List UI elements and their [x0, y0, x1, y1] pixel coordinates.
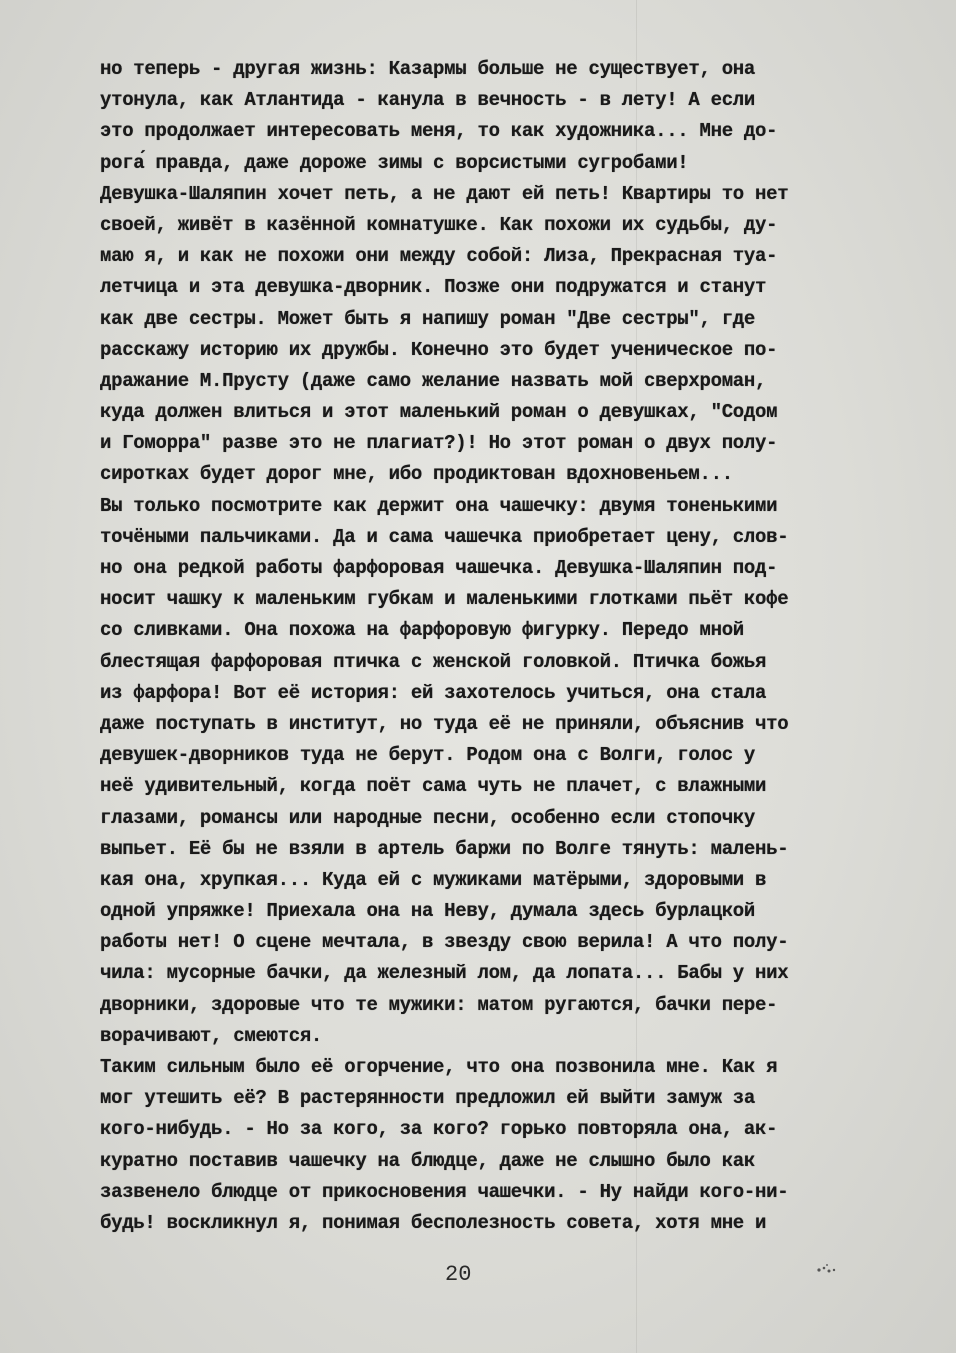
- text-line: глазами, романсы или народные песни, особенно если стопочку: [100, 806, 756, 829]
- text-line: рога́ правда, даже дороже зимы с ворсистыми сугробами!: [100, 151, 689, 174]
- text-line: утонула, как Атлантида - канула в вечность - в лету! А если: [100, 89, 756, 112]
- text-line: девушек-дворников туда не берут. Родом она с Волги, голос у: [100, 744, 756, 767]
- text-line: расскажу историю их дружбы. Конечно это будет ученическое по-: [100, 338, 778, 361]
- text-line: мог утешить её? В растерянности предложил ей выйти замуж за: [100, 1087, 756, 1110]
- text-line: своей, живёт в казённой комнатушке. Как похожи их судьбы, ду-: [100, 213, 778, 236]
- text-line: кая она, хрупкая... Куда ей с мужиками матёрыми, здоровыми в: [100, 868, 767, 891]
- text-line: неё удивительный, когда поёт сама чуть не плачет, с влажными: [100, 775, 767, 798]
- page-number: 20: [445, 1262, 472, 1287]
- text-line: куда должен влиться и этот маленький роман о девушках, "Содом: [100, 401, 778, 424]
- text-line: выпьет. Её бы не взяли в артель баржи по Волге тянуть: малень-: [100, 837, 789, 860]
- text-line: носит чашку к маленьким губкам и маленькими глотками пьёт кофе: [100, 588, 789, 611]
- text-line: дражание М.Прусту (даже само желание назвать мой сверхроман,: [100, 369, 767, 392]
- text-line: из фарфора! Вот её история: ей захотелось учиться, она стала: [100, 681, 767, 704]
- text-line: даже поступать в институт, но туда её не приняли, объяснив что: [100, 712, 789, 735]
- text-line: маю я, и как не похожи они между собой: Лиза, Прекрасная туа-: [100, 245, 778, 268]
- text-line: ворачивают, смеются.: [100, 1024, 323, 1047]
- text-line: это продолжает интересовать меня, то как художника... Мне до-: [100, 120, 778, 143]
- text-line: сиротках будет дорог мне, ибо продиктован вдохновеньем...: [100, 463, 733, 486]
- text-line: летчица и эта девушка-дворник. Позже они подружатся и станут: [100, 276, 767, 299]
- text-line: как две сестры. Может быть я напишу роман "Две сестры", где: [100, 307, 756, 330]
- text-line: Таким сильным было её огорчение, что она позвонила мне. Как я: [100, 1056, 778, 1078]
- text-line: но она редкой работы фарфоровая чашечка. Девушка-Шаляпин под-: [100, 557, 778, 579]
- text-line: Девушка-Шаляпин хочет петь, а не дают ей петь! Квартиры то нет: [100, 182, 789, 205]
- text-line: одной упряжке! Приехала она на Неву, думала здесь бурлацкой: [100, 900, 756, 923]
- text-line: точёными пальчиками. Да и сама чашечка приобретает цену, слов-: [100, 525, 789, 548]
- text-line: блестящая фарфоровая птичка с женской головкой. Птичка божья: [100, 650, 767, 673]
- text-line: Вы только посмотрите как держит она чашечку: двумя тоненькими: [100, 494, 778, 517]
- text-line: работы нет! О сцене мечтала, в звезду свою верила! А что полу-: [100, 931, 789, 954]
- text-line: со сливками. Она похожа на фарфоровую фигурку. Передо мной: [100, 619, 744, 642]
- text-line: чила: мусорные бачки, да железный лом, да лопата... Бабы у них: [100, 962, 789, 985]
- text-line: дворники, здоровые что те мужики: матом ругаются, бачки пере-: [100, 993, 778, 1016]
- text-line: куратно поставив чашечку на блюдце, даже не слышно было как: [100, 1149, 756, 1172]
- ink-smudge-mark: [814, 1262, 844, 1276]
- text-line: кого-нибудь. - Но за кого, за кого? горько повторяла она, ак-: [100, 1118, 778, 1141]
- text-line: будь! воскликнул я, понимая бесполезность совета, хотя мне и: [100, 1211, 767, 1234]
- text-line: но теперь - другая жизнь: Казармы больше не существует, она: [100, 58, 756, 80]
- text-line: и Гоморра" разве это не плагиат?)! Но этот роман о двух полу-: [100, 432, 778, 455]
- typewritten-text-block: [100, 54, 900, 1239]
- text-line: зазвенело блюдце от прикосновения чашечки. - Ну найди кого-ни-: [100, 1180, 789, 1203]
